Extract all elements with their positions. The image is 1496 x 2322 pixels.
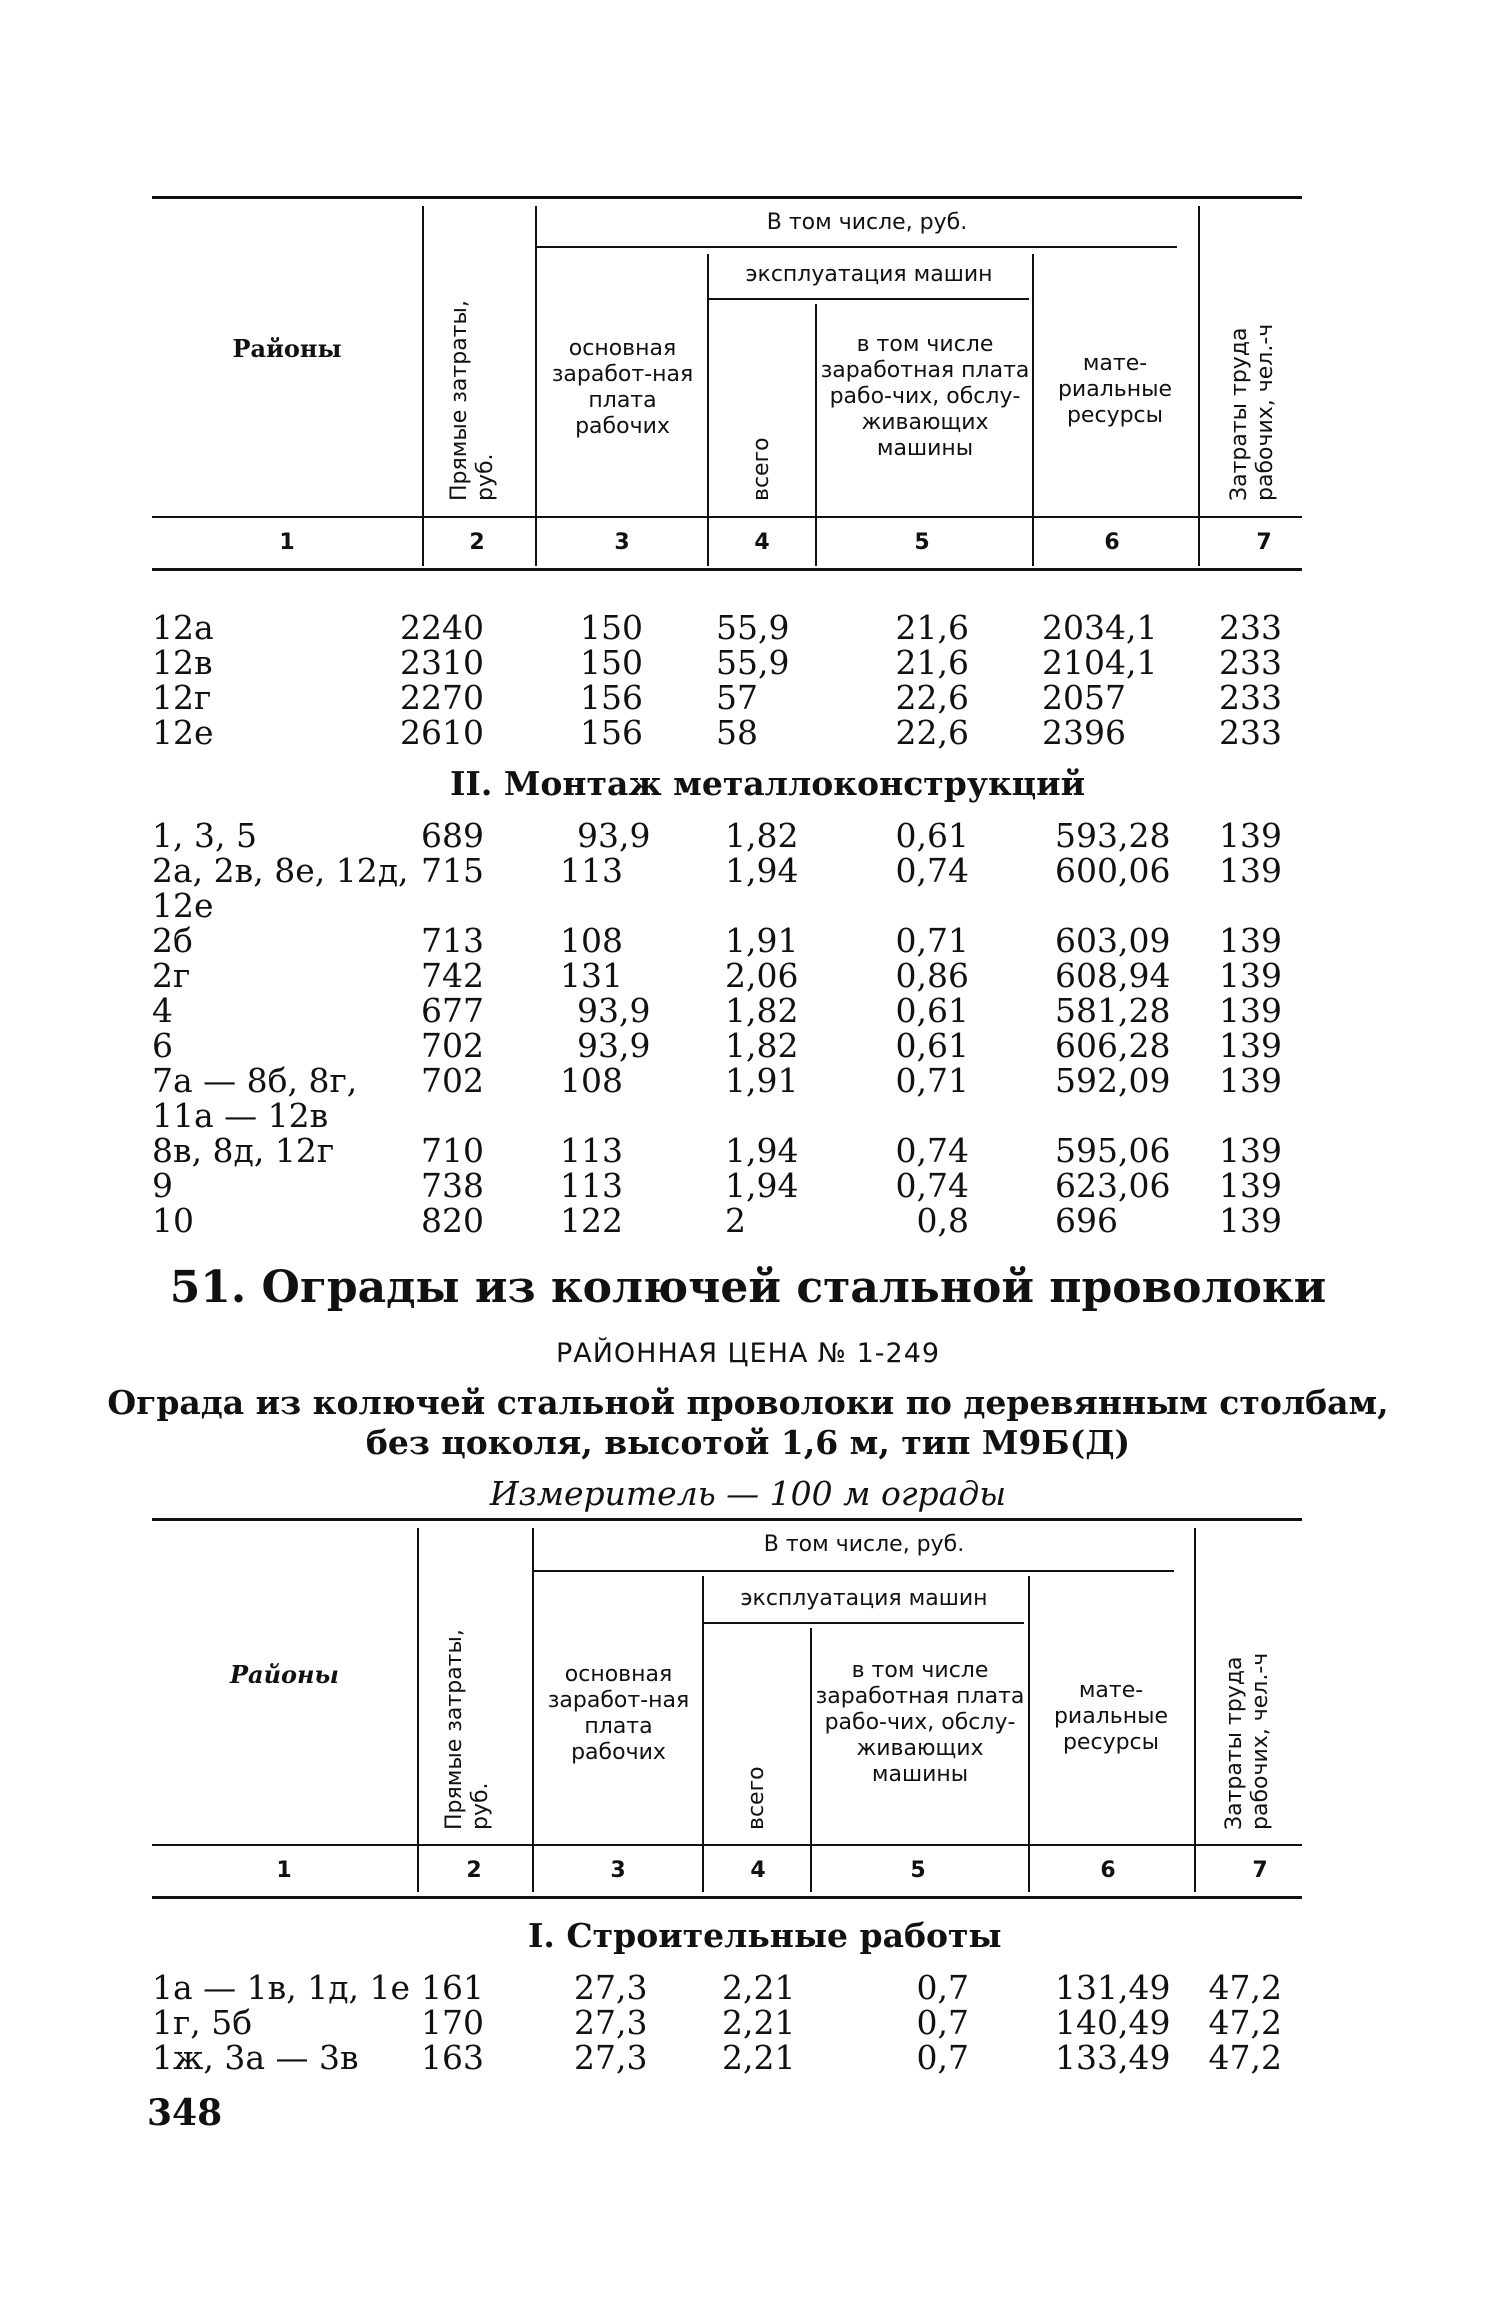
subtitle-line-1: Ограда из колючей стальной проволоки по деревянным столбам,: [107, 1383, 1389, 1422]
measure-unit: Измеритель — 100 м ограды: [489, 1474, 1007, 1513]
table-row: 1, 3, 5 689 93,9 1,82 0,61 593,28 139: [152, 816, 1282, 855]
col-direct-label-2: Прямые затраты, руб.: [442, 1629, 493, 1830]
col-labor-label-2: Затраты труда рабочих, чел.-ч: [1222, 1652, 1273, 1830]
chapter-title: 51. Ограды из колючей стальной проволоки: [169, 1262, 1327, 1313]
table1-header: [152, 196, 1302, 574]
col-region-label: Районы: [232, 334, 342, 363]
table-row: 12в 2310 150 55,9 21,6 2104,1 233: [152, 643, 1282, 682]
col-num-7: 7: [1256, 530, 1272, 555]
col-num-4: 4: [750, 1858, 766, 1883]
col-including-label: В том числе, руб.: [766, 210, 968, 235]
table-row: 1а — 1в, 1д, 1е 161 27,3 2,21 0,7 131,49 47,2: [152, 1968, 1282, 2007]
table-row: 12е: [152, 886, 214, 925]
section-title-montazh: II. Монтаж металлоконструкций: [450, 764, 1086, 803]
table-row: 4 677 93,9 1,82 0,61 581,28 139: [152, 991, 1282, 1030]
col-total-label: всего: [749, 437, 774, 501]
table-row: 1г, 5б 170 27,3 2,21 0,7 140,49 47,2: [152, 2003, 1282, 2042]
table-row: 12е 2610 156 58 22,6 2396 233: [152, 713, 1282, 752]
table2-header: [152, 1518, 1302, 1902]
col-machines-label: эксплуатация машин: [745, 262, 993, 287]
col-materials-label: мате-риальные ресурсы: [1057, 351, 1173, 428]
table-row: 10 820 122 2 0,8 696 139: [152, 1201, 1282, 1240]
table-row: 2г 742 131 2,06 0,86 608,94 139: [152, 956, 1282, 995]
table1-body: [152, 610, 1302, 750]
table-row: 1ж, 3а — 3в 163 27,3 2,21 0,7 133,49 47,2: [152, 2038, 1282, 2077]
col-direct-label: Прямые затраты, руб.: [447, 300, 498, 501]
col-wages-label: основная заработ-ная плата рабочих: [551, 336, 694, 439]
col-num-4: 4: [754, 530, 770, 555]
table-row: 2б 713 108 1,91 0,71 603,09 139: [152, 921, 1282, 960]
table-row: 6 702 93,9 1,82 0,61 606,28 139: [152, 1026, 1282, 1065]
table-row: 9 738 113 1,94 0,74 623,06 139: [152, 1166, 1282, 1205]
col-num-5: 5: [914, 530, 930, 555]
col-materials-label-2: мате-риальные ресурсы: [1053, 1678, 1169, 1755]
table1-section2-body: [152, 818, 1302, 1238]
col-num-3: 3: [610, 1858, 626, 1883]
col-num-1: 1: [279, 530, 295, 555]
col-num-1: 1: [276, 1858, 292, 1883]
table2-body: [152, 1970, 1302, 2075]
table-row: 8в, 8д, 12г 710 113 1,94 0,74 595,06 139: [152, 1131, 1282, 1170]
col-region-label-2: Районы: [230, 1660, 339, 1689]
col-num-6: 6: [1104, 530, 1120, 555]
col-incl-wages-label-2: в том числе заработная плата рабо-чих, обслу-живающих машины: [815, 1658, 1025, 1787]
table-row: 12г 2270 156 57 22,6 2057 233: [152, 678, 1282, 717]
col-incl-wages-label: в том числе заработная плата рабо-чих, обслу-живающих машины: [820, 332, 1030, 461]
col-including-label-2: В том числе, руб.: [763, 1532, 965, 1557]
price-code: РАЙОННАЯ ЦЕНА № 1-249: [555, 1338, 941, 1369]
col-num-6: 6: [1100, 1858, 1116, 1883]
col-num-3: 3: [614, 530, 630, 555]
page-number: 348: [147, 2092, 223, 2134]
col-machines-label-2: эксплуатация машин: [740, 1586, 988, 1611]
table-row: 11а — 12в: [152, 1096, 329, 1135]
col-num-5: 5: [910, 1858, 926, 1883]
table-row: 12а 2240 150 55,9 21,6 2034,1 233: [152, 608, 1282, 647]
col-num-2: 2: [466, 1858, 482, 1883]
col-num-2: 2: [469, 530, 485, 555]
section-title-construction: I. Строительные работы: [528, 1916, 1002, 1955]
col-num-7: 7: [1252, 1858, 1268, 1883]
table-row: 7а — 8б, 8г, 702 108 1,91 0,71 592,09 139: [152, 1061, 1282, 1100]
col-labor-label: Затраты труда рабочих, чел.-ч: [1227, 323, 1278, 501]
col-wages-label-2: основная заработ-ная плата рабочих: [547, 1662, 690, 1765]
table-row: 2а, 2в, 8е, 12д, 715 113 1,94 0,74 600,06 139: [152, 851, 1282, 890]
subtitle-line-2: без цоколя, высотой 1,6 м, тип М9Б(Д): [365, 1423, 1131, 1462]
col-total-label-2: всего: [744, 1766, 769, 1830]
